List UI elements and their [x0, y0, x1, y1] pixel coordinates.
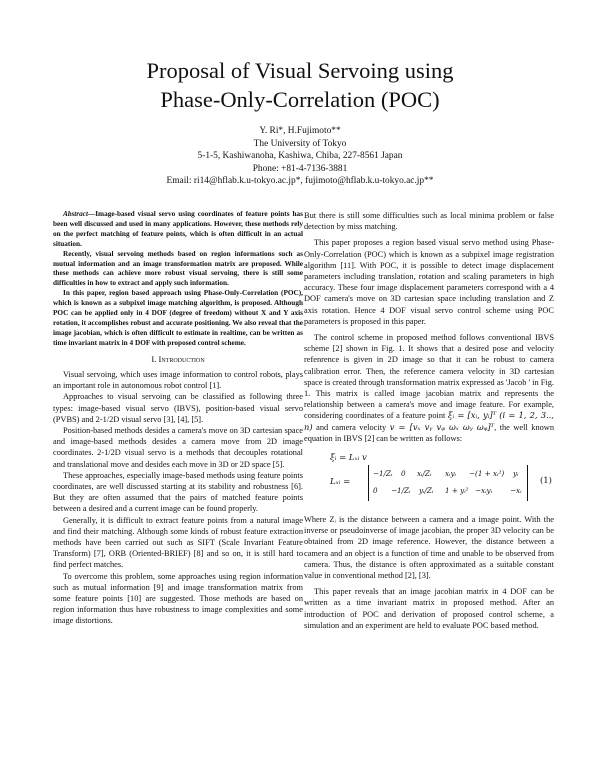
matrix-cell: −xᵢ [510, 486, 522, 496]
body-paragraph: These approaches, especially image-based methods using feature points coordinates, are well discussed starting at its stability and robustness [6]. But they are often assumed that the pairs of matched feature points between a desired and a current image can be found properly. [53, 470, 303, 514]
author-names: Y. Ri*, H.Fujimoto** [259, 126, 341, 136]
inline-math-camera-velocity: v = [vₓ vᵧ vᵩ ωₓ ωᵧ ωᵩ]ᵀ [389, 421, 495, 432]
body-text: and camera velocity [312, 422, 390, 432]
jacobian-matrix [368, 465, 528, 501]
abstract [53, 210, 303, 349]
matrix-cell: 0 [373, 486, 378, 496]
body-paragraph: Where Zᵢ is the distance between a camera and a image point. With the inverse or pseudoinverse of image jacobian, the proper 3D velocity can be obtained from 2D image reference. However, the distance between a camera and an object is a function of time and unable to be observed from camera. Thus, the distance is often approximated as a suitable constant value in conventional method [2], [3]. [304, 515, 554, 581]
body-text: , the well known equation in IBVS [2] can be written as follows: [304, 422, 554, 443]
paper-title [0, 56, 600, 114]
title-line-1: Proposal of Visual Servoing using [146, 58, 454, 83]
author-address: 5-1-5, Kashiwanoha, Kashiwa, Chiba, 227-8561 Japan [197, 151, 403, 162]
section-number: I. [151, 353, 157, 364]
equation-number: (1) [539, 476, 552, 487]
author-affiliation: The University of Tokyo [253, 138, 347, 149]
body-paragraph: Visual servoing, which uses image information to control robots, plays an important role in autonomous robot control [1]. [53, 369, 303, 391]
matrix-cell: 0 [401, 469, 406, 479]
abstract-paragraph: Recently, visual servoing methods based on region informations such as mutual information and an image transformation matrix are proposed. While these methods can achieve more robust visual servoing, there is still some difficulties in how to extract and apply such information. [53, 249, 303, 288]
equation-line-1: ξ̇ᵢ = Lₓᵢ v [330, 453, 367, 464]
matrix-cell: yᵢ [513, 469, 519, 479]
body-paragraph: This paper proposes a region based visual servo method using Phase-Only-Correlation (POC) which is known as a subpixel image registration algorithm [11]. With POC, it is possible to detect image displacement parameters including translation, rotation and scaling parameters in high accuracy. These four image displacement parameters correspond with a 4 DOF camera's move on 3D cartesian space including translation and Z axis rotation. Hence 4 DOF visual servo control scheme using POC parameters is proposed in this paper. [304, 238, 554, 326]
matrix-cell: −xᵢyᵢ [475, 486, 493, 496]
body-paragraph: To overcome this problem, some approaches using region information such as mutual information [9] and image transformation matrix from some feature points [10] are suggested. Those methods are based on region information thus have robustness to image complexities and some image distortions. [53, 571, 303, 626]
abstract-paragraph [53, 210, 303, 250]
abstract-text-1: —Image-based visual servo using coordinates of feature points has been well discussed and used in many applications. However, these methods rely on the perfect matching of feature points, which is often difficult in an actual situation. [53, 210, 303, 248]
matrix-cell: xᵢ/Zᵢ [417, 469, 432, 479]
abstract-paragraph: In this paper, region based approach using Phase-Only-Correlation (POC), which is known as a subpixel image matching algorithm, is proposed. Although POC can be applied only in 4 DOF (degree of freedom) without X and Y axis rotation, it accomplishes robust and accurate positioning. We also reveal that the image jacobian, which is often difficult to estimate in realtime, can be written as time invariant matrix in 4 DOF with proposed control scheme. [53, 289, 303, 347]
title-line-2: Phase-Only-Correlation (POC) [160, 87, 440, 112]
section-heading-introduction [53, 354, 303, 365]
body-paragraph: Approaches to visual servoing can be classified as following three types: image-based visual servo (IBVS), position-based visual servo (PVBS) and 2-1/2D visual servo [3], [4], [5]. [53, 392, 303, 424]
abstract-lead: Abstract [63, 210, 88, 218]
section-title: Introduction [158, 353, 205, 364]
matrix-cell: −1/Zᵢ [373, 469, 393, 479]
body-text: The control scheme in proposed method follows conventional IBVS scheme [2] shown in Fig. 1. It shows that a desired pose and velocity refenrence is given in 2D image so that it can be robust to camera calibration error. Then, the reference camera velocity in 3D cartesian space is created through transformation matrix expressed as 'Jacob ' in Fig. 1. This matrix is called image jacobian matrix and represents the relationship between a camera's move and image feature. For example, considering coordinates of a feature point [304, 333, 554, 421]
matrix-cell: −1/Zᵢ [391, 486, 411, 496]
body-paragraph: But there is still some difficulties such as local minima problem or false detection by miss matching. [304, 211, 554, 232]
matrix-cell: yᵢ/Zᵢ [419, 486, 434, 496]
body-paragraph: This paper reveals that an image jacobian matrix in 4 DOF can be written as a time invariant matrix in proposed method. After an introduction of POC and derivation of proposed control scheme, a simulation and an experiment are held to evaluate POC based method. [304, 587, 554, 630]
author-phone: Phone: +81-4-7136-3881 [252, 163, 348, 174]
right-column [304, 210, 554, 631]
author-block [0, 125, 600, 188]
inline-math-feature-point: ξᵢ = [xᵢ, yᵢ]ᵀ (i = 1, 2, 3.., n) [304, 410, 554, 432]
matrix-cell: −(1 + xᵢ²) [469, 469, 505, 479]
body-paragraph [304, 332, 554, 444]
author-email: Email: ri14@hflab.k.u-tokyo.ac.jp*, fujimoto@hflab.k.u-tokyo.ac.jp** [166, 176, 434, 187]
matrix-cell: 1 + yᵢ² [445, 486, 469, 496]
left-column [53, 210, 303, 627]
matrix-cell: xᵢyᵢ [445, 469, 457, 479]
body-paragraph: Position-based methods desides a camera's move on 3D cartesian space and image-based methods desides a camera move from 2D image coordinates. 2-1/2D visual servo is a methods that decouples rotational and translational move and desides each move in 3D or 2D space [5]. [53, 425, 303, 469]
equation-1 [304, 447, 554, 509]
equation-lhs: Lₓᵢ = [330, 477, 351, 488]
body-paragraph: Generally, it is difficult to extract feature points from a natural image and find their matching. Although some kinds of robust feature extraction methods have been carried out such as SIFT (Scale Invariant Feature Transform) [7], ORB (Oriented-BRIEF) [8] and so on, it is still hard to find perfect matches. [53, 515, 303, 570]
